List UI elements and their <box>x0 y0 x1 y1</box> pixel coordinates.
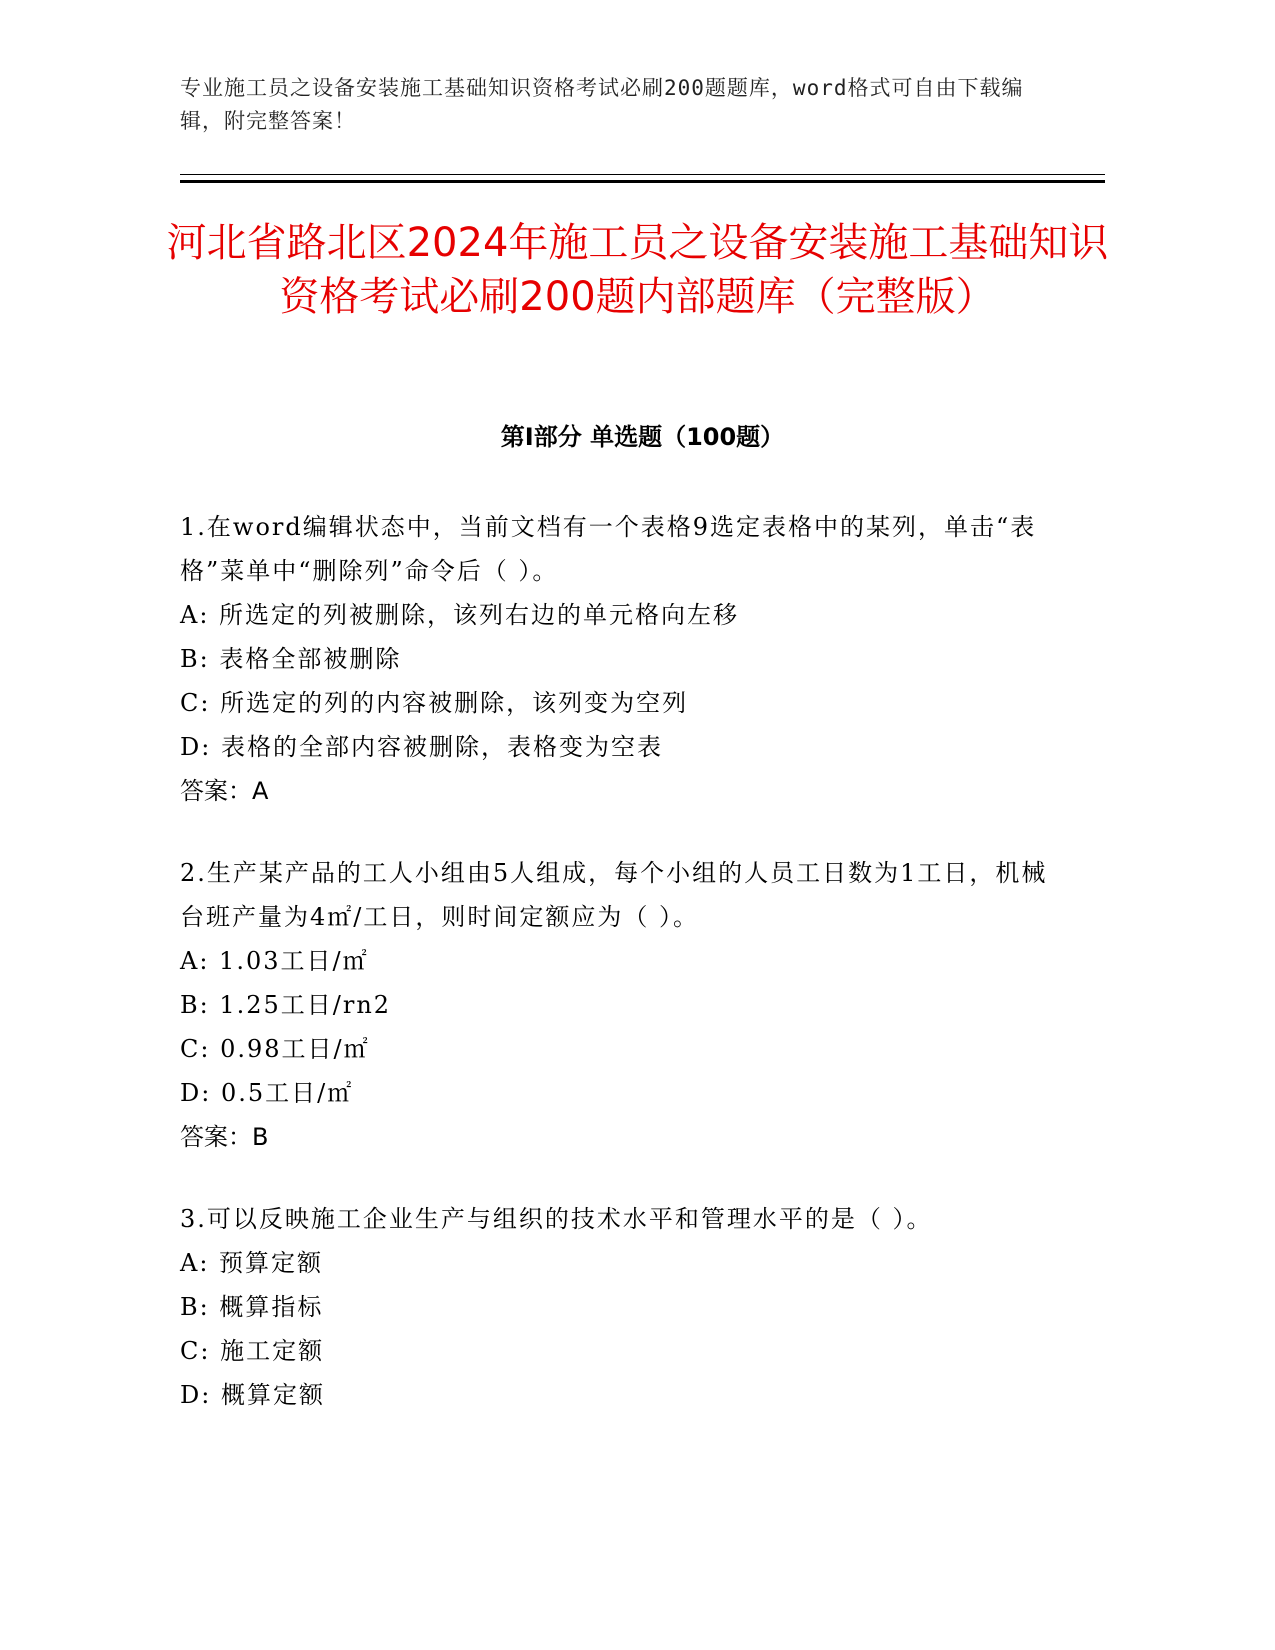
header-divider-thick <box>180 180 1105 183</box>
answer-line: 答案：A <box>180 777 269 805</box>
option-d: D: 0.5工日/㎡ <box>180 1079 354 1107</box>
header-note: 专业施工员之设备安装施工基础知识资格考试必刷200题题库，word格式可自由下载编辑，附完整答案！ <box>180 76 1024 133</box>
option-d: D: 表格的全部内容被删除，表格变为空表 <box>180 733 663 761</box>
option-b: B: 概算指标 <box>180 1293 324 1321</box>
question-stem: 3.可以反映施工企业生产与组织的技术水平和管理水平的是（ ）。 <box>180 1205 933 1233</box>
answer-line: 答案：B <box>180 1123 269 1151</box>
header-divider-thin <box>180 174 1105 175</box>
option-b: B: 表格全部被删除 <box>180 645 402 673</box>
option-c: C: 0.98工日/㎡ <box>180 1035 370 1063</box>
question-item <box>180 851 1060 1159</box>
option-c: C: 所选定的列的内容被删除，该列变为空列 <box>180 689 689 717</box>
option-c: C: 施工定额 <box>180 1337 325 1365</box>
option-a: A: 1.03工日/㎡ <box>180 947 369 975</box>
option-a: A: 所选定的列被删除，该列右边的单元格向左移 <box>180 601 740 629</box>
question-stem: 2.生产某产品的工人小组由5人组成，每个小组的人员工日数为1工日，机械台班产量为4㎡/工日，则时间定额应为（ ）。 <box>180 859 1048 931</box>
question-item <box>180 1197 1060 1417</box>
section-title: 第I部分 单选题（100题） <box>500 423 785 451</box>
option-b: B: 1.25工日/rn2 <box>180 991 392 1019</box>
document-title: 河北省路北区2024年施工员之设备安装施工基础知识资格考试必刷200题内部题库（完整版） <box>166 220 1109 320</box>
question-stem: 1.在word编辑状态中，当前文档有一个表格9选定表格中的某列，单击“表格”菜单中“删除列”命令后（ ）。 <box>180 513 1037 585</box>
option-d: D: 概算定额 <box>180 1381 325 1409</box>
question-list <box>180 505 1060 1455</box>
option-a: A: 预算定额 <box>180 1249 324 1277</box>
question-item <box>180 505 1060 813</box>
